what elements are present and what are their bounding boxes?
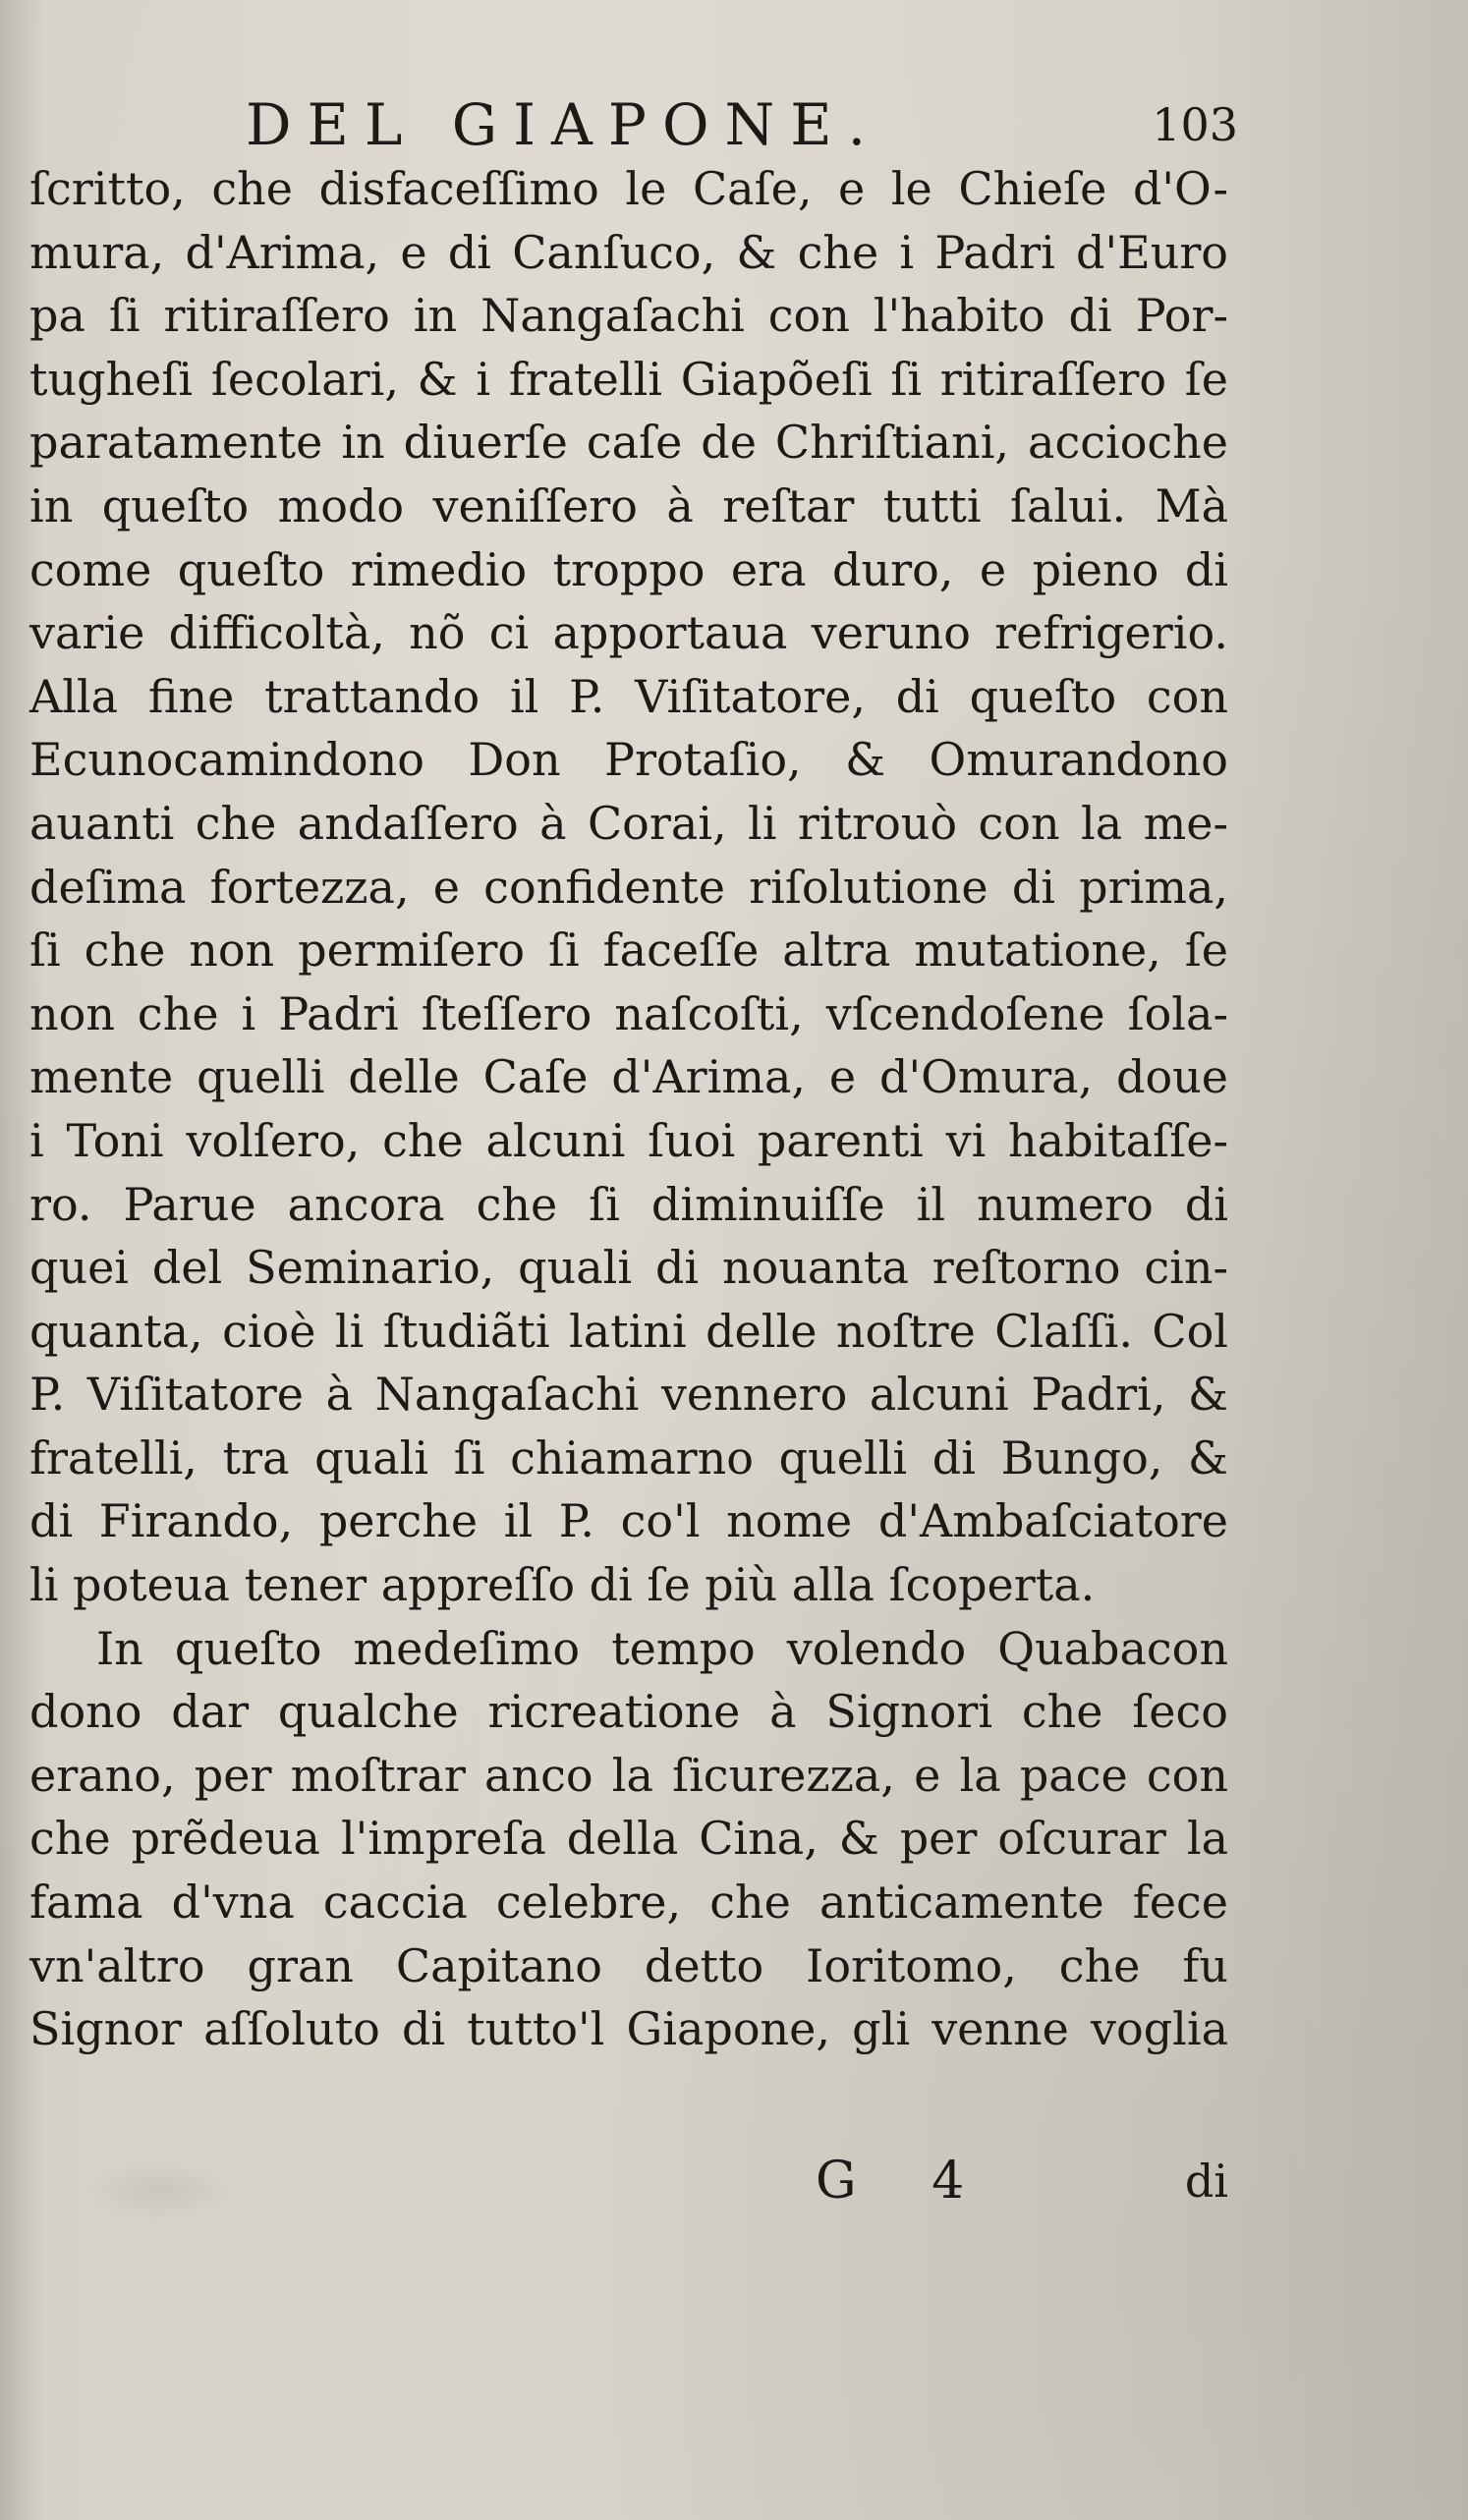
running-head: DEL GIAPONE. xyxy=(246,91,882,158)
text-line: Ecunocamindono Don Protaſio, & Omurandono xyxy=(29,733,1228,787)
text-line: Alla fine trattando il P. Viſitatore, di queſto con xyxy=(29,669,1228,723)
text-line: quanta, cioè li ſtudiãti latini delle noſtre Claſſi. Col xyxy=(29,1304,1228,1358)
text-line: quei del Seminario, quali di nouanta reſtorno cin- xyxy=(29,1241,1228,1295)
text-line: i Toni volſero, che alcuni ſuoi parenti vi habitaſſe- xyxy=(29,1113,1228,1167)
text-line: che prẽdeua l'impreſa della Cina, & per oſcurar la xyxy=(29,1812,1228,1866)
show-through-ink xyxy=(88,2161,236,2220)
paragraph-start-line: In queſto medeſimo tempo volendo Quabacon xyxy=(96,1621,1228,1675)
text-line: pa ſi ritiraſſero in Nangaſachi con l'habito di Por- xyxy=(29,289,1228,343)
text-line: auanti che andaſſero à Corai, li ritrouò con la me- xyxy=(29,796,1228,850)
text-line: P. Viſitatore à Nangaſachi vennero alcuni Padri, & xyxy=(29,1368,1228,1422)
signature-mark: G 4 xyxy=(816,2152,994,2211)
page-header xyxy=(246,90,1238,159)
text-line: ſi che non permiſero ſi faceſſe altra mutatione, ſe xyxy=(29,924,1228,978)
text-line: erano, per moſtrar anco la ſicurezza, e la pace con xyxy=(29,1748,1228,1802)
text-line: deſima fortezza, e confidente riſolutione di prima, xyxy=(29,860,1228,914)
body-text xyxy=(29,157,1228,2061)
text-line: ſcritto, che disfaceſſimo le Caſe, e le Chieſe d'O- xyxy=(29,162,1228,215)
text-line: varie difficoltà, nõ ci apportaua veruno refrigerio. xyxy=(29,606,1228,660)
text-line: vn'altro gran Capitano detto Ioritomo, che fu xyxy=(29,1938,1228,1992)
text-line: mente quelli delle Caſe d'Arima, e d'Omura, doue xyxy=(29,1050,1228,1104)
text-line: Signor aſſoluto di tutto'l Giapone, gli venne voglia xyxy=(29,2002,1228,2056)
text-line: di Firando, perche il P. co'l nome d'Ambaſciatore xyxy=(29,1494,1228,1548)
page-number: 103 xyxy=(1152,98,1238,151)
text-line: ro. Parue ancora che ſi diminuiſſe il numero di xyxy=(29,1177,1228,1231)
text-line: dono dar qualche ricreatione à Signori che ſeco xyxy=(29,1685,1228,1739)
paragraph-end-line: li poteua tener appreſſo di ſe più alla ſcoperta. xyxy=(29,1558,1096,1612)
catchword: di xyxy=(1184,2155,1228,2208)
text-line: non che i Padri ſteſſero naſcoſti, vſcendoſene ſola- xyxy=(29,986,1228,1040)
page-footer xyxy=(816,2147,1228,2215)
text-line: come queſto rimedio troppo era duro, e pieno di xyxy=(29,542,1228,596)
text-line: fama d'vna caccia celebre, che anticamente fece xyxy=(29,1876,1228,1930)
text-line: fratelli, tra quali ſi chiamarno quelli di Bungo, & xyxy=(29,1430,1228,1484)
text-line: tugheſi ſecolari, & i fratelli Giapõeſi ſi ritiraſſero ſe xyxy=(29,352,1228,406)
text-line: paratamente in diuerſe caſe de Chriſtiani, accioche xyxy=(29,416,1228,470)
text-line: mura, d'Arima, e di Canſuco, & che i Padri d'Euro xyxy=(29,225,1228,279)
text-line: in queſto modo veniſſero à reſtar tutti ſalui. Mà xyxy=(29,478,1228,532)
